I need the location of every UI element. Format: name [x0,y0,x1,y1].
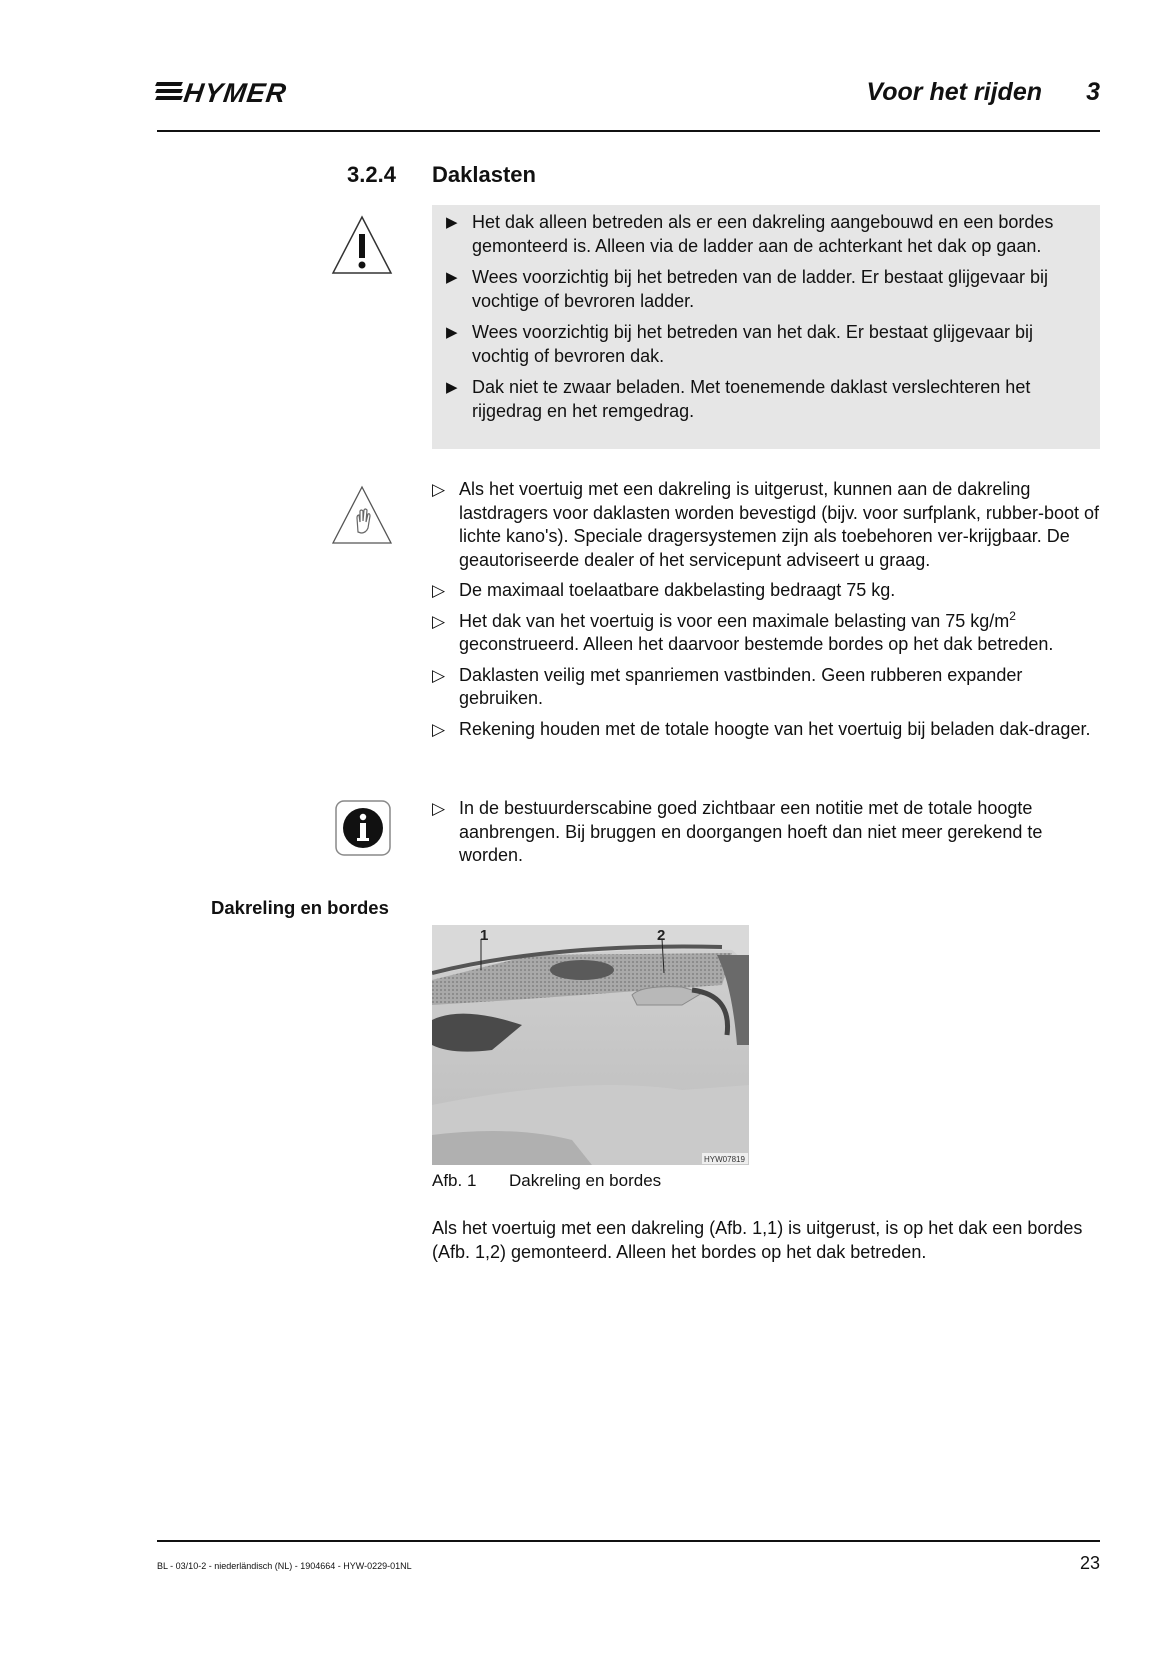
figure-caption-text: Dakreling en bordes [509,1171,662,1190]
figure-label-2: 2 [657,927,666,944]
warning-item: ▶ Wees voorzichtig bij het betreden van het dak. Er bestaat glijgevaar bij vochtig of bevroren dak. [446,322,1033,366]
note-item: ▷ Het dak van het voertuig is voor een maximale belasting van 75 $kg/m^2$ geconstrueerd. Alleen het daarvoor bestemde bordes op het dak betreden. [432,608,1054,654]
section-title: Daklasten [432,162,536,187]
warning-list [432,205,1100,423]
body-paragraph: Als het voertuig met een dakreling (Afb. 1,1) is uitgerust, is op het dak een bordes (Afb. 1,2) gemonteerd. Alleen het bordes op het dak betreden. [432,1218,1083,1262]
figure-roof-rail-photo [432,925,749,1165]
warning-box [432,205,1100,449]
triangle-bullet-icon: ▷ [432,719,446,739]
triangle-bullet-icon: ▷ [432,480,446,499]
section-number: 3.2.4 [347,162,396,187]
triangle-bullet-icon: ▷ [432,665,446,685]
note-item: ▷ Daklasten veilig met spanriemen vastbinden. Geen rubberen expander gebruiken. [432,664,1023,708]
side-heading: Dakreling en bordes [211,897,389,918]
footer-document-code: BL - 03/10-2 - niederländisch (NL) - 1904664 - HYW-0229-01NL [157,1561,412,1571]
note-item: ▷ Rekening houden met de totale hoogte van het voertuig bij beladen dak-drager. [432,718,1104,742]
note-item: ▷ Als het voertuig met een dakreling is uitgerust, kunnen aan de dakreling lastdragers voor daklasten worden bevestigd (bijv. voor surfplank, rubber-boot of lichte kano's). Speciale dragersystemen zijn als toebehoren ver-krijgbaar. De geautoriseerde dealer of het servicepunt adviseert u graag. [432,479,1100,570]
triangle-bullet-icon: ▷ [432,581,446,600]
footer-rule [157,1540,1100,1542]
brand-logo: HYMER [181,78,289,108]
bullet-icon: ▶ [446,269,458,286]
info-note-list [432,797,1104,875]
superscript: 2 [1009,608,1016,623]
triangle-bullet-icon: ▷ [432,799,446,818]
bullet-icon: ▶ [446,324,458,341]
info-icon [335,800,391,861]
figure-label-1: 1 [480,927,489,944]
warning-item: ▶ Dak niet te zwaar beladen. Met toenemende daklast verslechteren het rijgedrag en het remgedrag. [446,377,1031,421]
note-list [432,478,1104,748]
header-rule [157,130,1100,132]
note-item: ▷ De maximaal toelaatbare dakbelasting bedraagt 75 kg. [432,579,1104,603]
warning-item: ▶ Het dak alleen betreden als er een dakreling aangebouwd en een bordes gemonteerd is. Alleen via de ladder aan de achterkant het dak op gaan. [446,212,1054,256]
hand-caution-icon [330,484,394,551]
warning-icon [330,214,394,281]
brand-stripes-icon [156,82,182,104]
figure-caption-number: Afb. 1 [432,1171,477,1190]
chapter-title: Voor het rijden [866,78,1042,106]
bullet-icon: ▶ [446,379,458,396]
figure-image-code: HYW07819 [704,1155,745,1164]
warning-item: ▶ Wees voorzichtig bij het betreden van de ladder. Er bestaat glijgevaar bij vochtige of bevroren ladder. [446,267,1049,311]
note-item: ▷ In de bestuurderscabine goed zichtbaar een notitie met de totale hoogte aanbrengen. Bij bruggen en doorgangen hoeft dan niet meer gerekend te worden. [432,798,1043,865]
bullet-icon: ▶ [446,214,458,231]
page-number: 23 [1079,1553,1100,1573]
chapter-number: 3 [1086,78,1100,106]
triangle-bullet-icon: ▷ [432,611,446,631]
